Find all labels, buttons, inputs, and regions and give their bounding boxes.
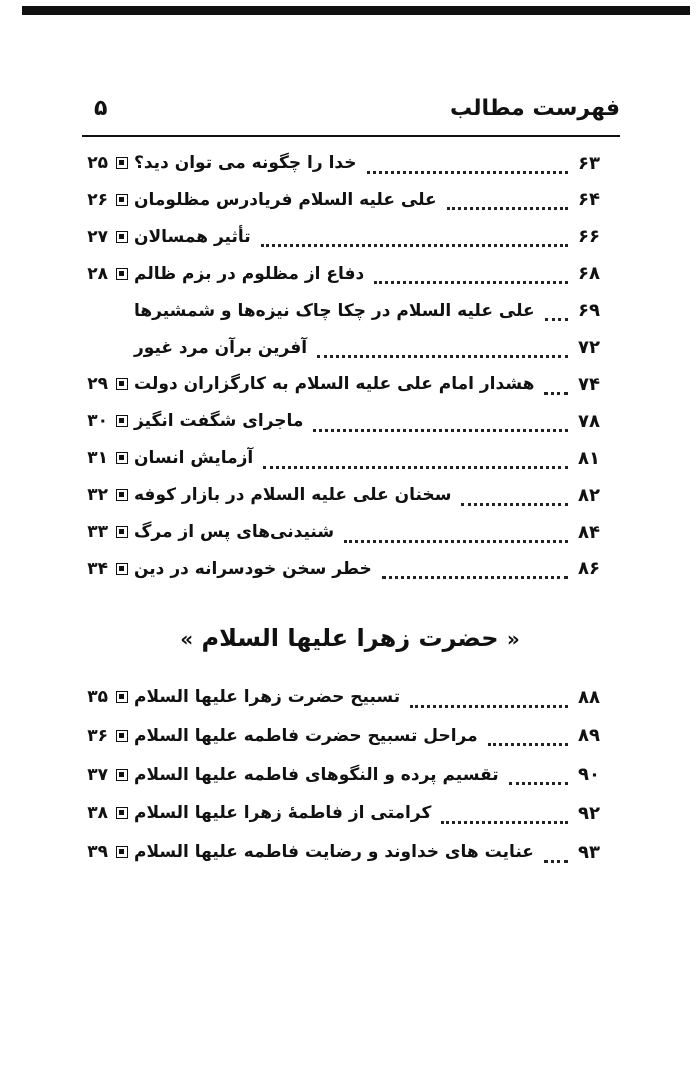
dot-leader	[263, 460, 568, 469]
bullet-square-icon	[116, 846, 128, 858]
section-title	[0, 624, 700, 652]
toc-row	[80, 515, 622, 549]
toc-row	[80, 719, 622, 753]
toc-page-number: ۸۱	[578, 447, 600, 469]
toc-item-number: ۳۸	[87, 803, 108, 824]
dot-leader	[544, 386, 568, 395]
toc-item-number: ۳۹	[87, 842, 108, 863]
toc-item-title: خدا را چگونه می توان دید؟	[134, 153, 357, 173]
toc-item-number: ۲۶	[87, 189, 108, 210]
toc-row	[80, 220, 622, 254]
bullet-square-icon	[116, 157, 128, 169]
toc-page-number: ۸۹	[578, 725, 600, 747]
bullet-square-icon	[116, 526, 128, 538]
toc-page-number: ۶۶	[578, 226, 600, 248]
toc-row	[80, 680, 622, 714]
toc-row	[80, 441, 622, 475]
toc-item-title: دفاع از مظلوم در بزم ظالم	[134, 263, 365, 284]
toc-row	[80, 183, 622, 217]
dot-leader	[344, 534, 568, 543]
toc-item-number: ۲۹	[87, 374, 108, 395]
bullet-square-icon	[116, 769, 128, 781]
toc-page-number: ۶۳	[578, 152, 600, 174]
toc-row	[80, 331, 622, 365]
bullet-square-icon	[116, 378, 128, 390]
dot-leader	[382, 570, 568, 579]
toc-item-number: ۳۲	[87, 485, 108, 506]
toc-item-title: هشدار امام علی علیه السلام به کارگزاران دولت	[134, 374, 535, 395]
toc-item-number: ۲۷	[87, 226, 108, 247]
toc-item-number: ۳۳	[87, 522, 108, 542]
bullet-square-icon	[116, 231, 128, 243]
page-title: فهرست مطالب	[449, 96, 620, 121]
dot-leader	[410, 699, 568, 708]
toc-page-number: ۹۲	[578, 802, 600, 824]
toc-page-number: ۷۴	[578, 373, 600, 395]
toc-page-number: ۸۸	[578, 686, 600, 708]
toc-item-number: ۳۷	[87, 764, 108, 785]
toc-item-number: ۳۱	[87, 448, 108, 469]
dot-leader	[441, 815, 568, 824]
toc-page-number: ۸۶	[578, 558, 600, 580]
dot-leader	[367, 165, 569, 174]
toc-row	[80, 404, 622, 438]
bullet-square-icon	[116, 268, 128, 280]
toc-item-title: تأثیر همسالان	[134, 226, 251, 247]
toc-item-number: ۳۴	[87, 558, 108, 579]
toc-item-title: تسبیح حضرت زهرا علیها السلام	[134, 687, 401, 707]
dot-leader	[488, 737, 568, 746]
top-border-rule	[22, 6, 690, 15]
section-title-text: حضرت زهرا علیها السلام	[201, 624, 499, 652]
toc-page-number: ۹۰	[578, 764, 600, 786]
bullet-square-icon	[116, 730, 128, 742]
bullet-square-icon	[116, 691, 128, 703]
toc-item-title: آفرین برآن مرد غیور	[134, 337, 308, 358]
bullet-square-icon	[116, 452, 128, 464]
toc-item-title: تقسیم پرده و النگوهای فاطمه علیها السلام	[134, 764, 499, 785]
page-number: ۵	[94, 96, 108, 121]
toc-item-title: کرامتی از فاطمهٔ زهرا علیها السلام	[134, 803, 432, 824]
toc-row	[80, 257, 622, 291]
bullet-square-icon	[116, 563, 128, 575]
toc-row	[80, 367, 622, 401]
section-bracket-open: «	[506, 627, 520, 651]
bullet-square-icon	[116, 415, 128, 427]
toc-item-title: شنیدنی‌های پس از مرگ	[134, 522, 335, 542]
dot-leader	[509, 776, 568, 785]
toc-row	[80, 294, 622, 328]
toc-row	[80, 552, 622, 586]
toc-page-number: ۸۴	[578, 521, 600, 543]
toc-item-title: مراحل تسبیح حضرت فاطمه علیها السلام	[134, 725, 478, 746]
toc-page-number: ۹۳	[578, 841, 600, 863]
toc-page-number: ۶۸	[578, 263, 600, 285]
toc-item-title: ماجرای شگفت انگیز	[134, 411, 304, 432]
dot-leader	[374, 275, 568, 284]
toc-item-title: آزمایش انسان	[134, 448, 254, 469]
dot-leader	[447, 201, 568, 210]
toc-page-number: ۸۲	[578, 484, 600, 506]
dot-leader	[544, 854, 568, 863]
section-bracket-close: »	[180, 627, 194, 651]
toc-row	[80, 835, 622, 869]
toc-item-number: ۳۰	[87, 411, 108, 432]
toc-item-title: عنایت های خداوند و رضایت فاطمه علیها السلام	[134, 842, 534, 863]
dot-leader	[545, 312, 568, 321]
dot-leader	[461, 497, 568, 506]
bullet-square-icon	[116, 807, 128, 819]
page-header	[82, 96, 620, 136]
toc-row	[80, 758, 622, 792]
toc-row	[80, 478, 622, 512]
toc-item-number: ۳۵	[87, 687, 108, 707]
toc-page-number: ۶۹	[578, 300, 600, 322]
toc-item-number: ۳۶	[87, 725, 108, 746]
toc-item-title: سخنان علی علیه السلام در بازار کوفه	[134, 485, 452, 506]
toc-page-number: ۷۲	[578, 337, 600, 358]
toc-item-number: ۲۸	[87, 263, 108, 284]
toc-item-title: خطر سخن خودسرانه در دین	[134, 558, 372, 579]
bullet-square-icon	[116, 489, 128, 501]
toc-item-title: علی علیه السلام فریادرس مظلومان	[134, 189, 437, 210]
toc-row	[80, 796, 622, 830]
toc-item-title: علی علیه السلام در چکا چاک نیزه‌ها و شمشیرها	[134, 300, 535, 321]
dot-leader	[261, 238, 568, 247]
toc-item-number: ۲۵	[87, 153, 108, 173]
toc-page-number: ۷۸	[578, 410, 600, 432]
header-rule	[82, 135, 620, 137]
dot-leader	[313, 423, 568, 432]
dot-leader	[317, 349, 568, 358]
toc-page-number: ۶۴	[578, 189, 600, 211]
bullet-square-icon	[116, 194, 128, 206]
toc-row	[80, 146, 622, 180]
